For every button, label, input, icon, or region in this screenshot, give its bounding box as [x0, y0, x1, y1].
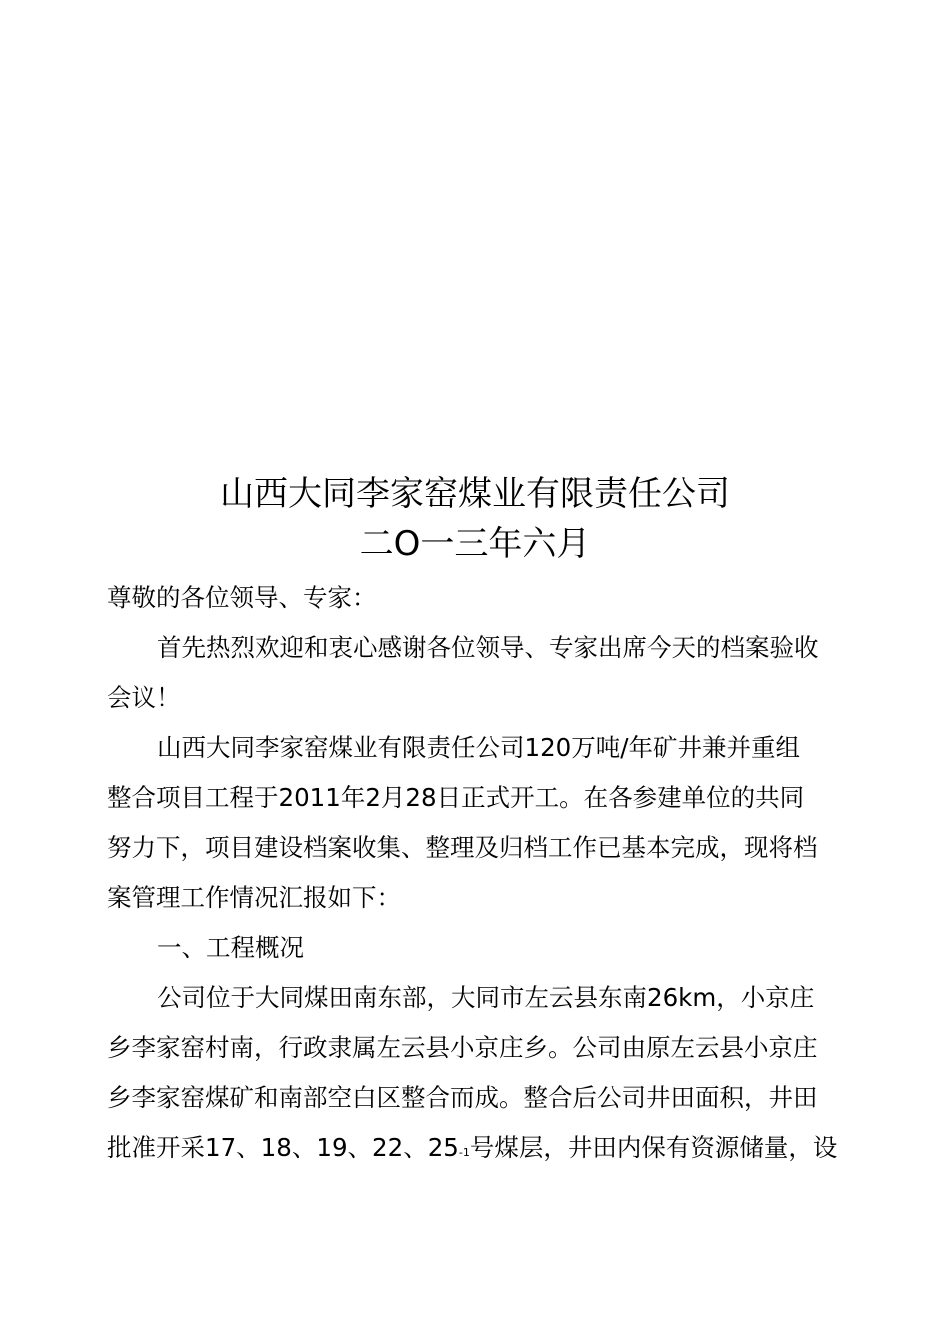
paragraph-line: 努力下，项目建设档案收集、整理及归档工作已基本完成，现将档 — [107, 833, 818, 862]
paragraph-line: 山西大同李家窑煤业有限责任公司120万吨/年矿井兼并重组 — [157, 733, 801, 762]
paragraph-text: 号煤层，井田内保有资源储量，设 — [469, 1133, 838, 1162]
document-date: 二O一三年六月 — [359, 524, 591, 564]
paragraph-line: 案管理工作情况汇报如下： — [107, 883, 401, 912]
document-title: 山西大同李家窑煤业有限责任公司 — [220, 474, 730, 514]
paragraph-line: 公司位于大同煤田南东部，大同市左云县东南26km，小京庄 — [157, 983, 815, 1012]
paragraph-line — [107, 1132, 867, 1169]
section-heading: 一、工程概况 — [157, 933, 304, 962]
paragraph-line: 乡李家窑煤矿和南部空白区整合而成。整合后公司井田面积，井田 — [107, 1083, 818, 1112]
paragraph-line: 整合项目工程于2011年2月28日正式开工。在各参建单位的共同 — [107, 783, 805, 812]
paragraph-line: 会议！ — [107, 683, 181, 712]
salutation: 尊敬的各位领导、专家： — [107, 583, 377, 612]
paragraph-line: 首先热烈欢迎和衷心感谢各位领导、专家出席今天的档案验收 — [157, 633, 819, 662]
paragraph-line: 乡李家窑村南，行政隶属左云县小京庄乡。公司由原左云县小京庄 — [107, 1033, 818, 1062]
subscript-text: -1 — [458, 1146, 470, 1159]
paragraph-text: 批准开采17、18、19、22、25 — [107, 1133, 459, 1162]
